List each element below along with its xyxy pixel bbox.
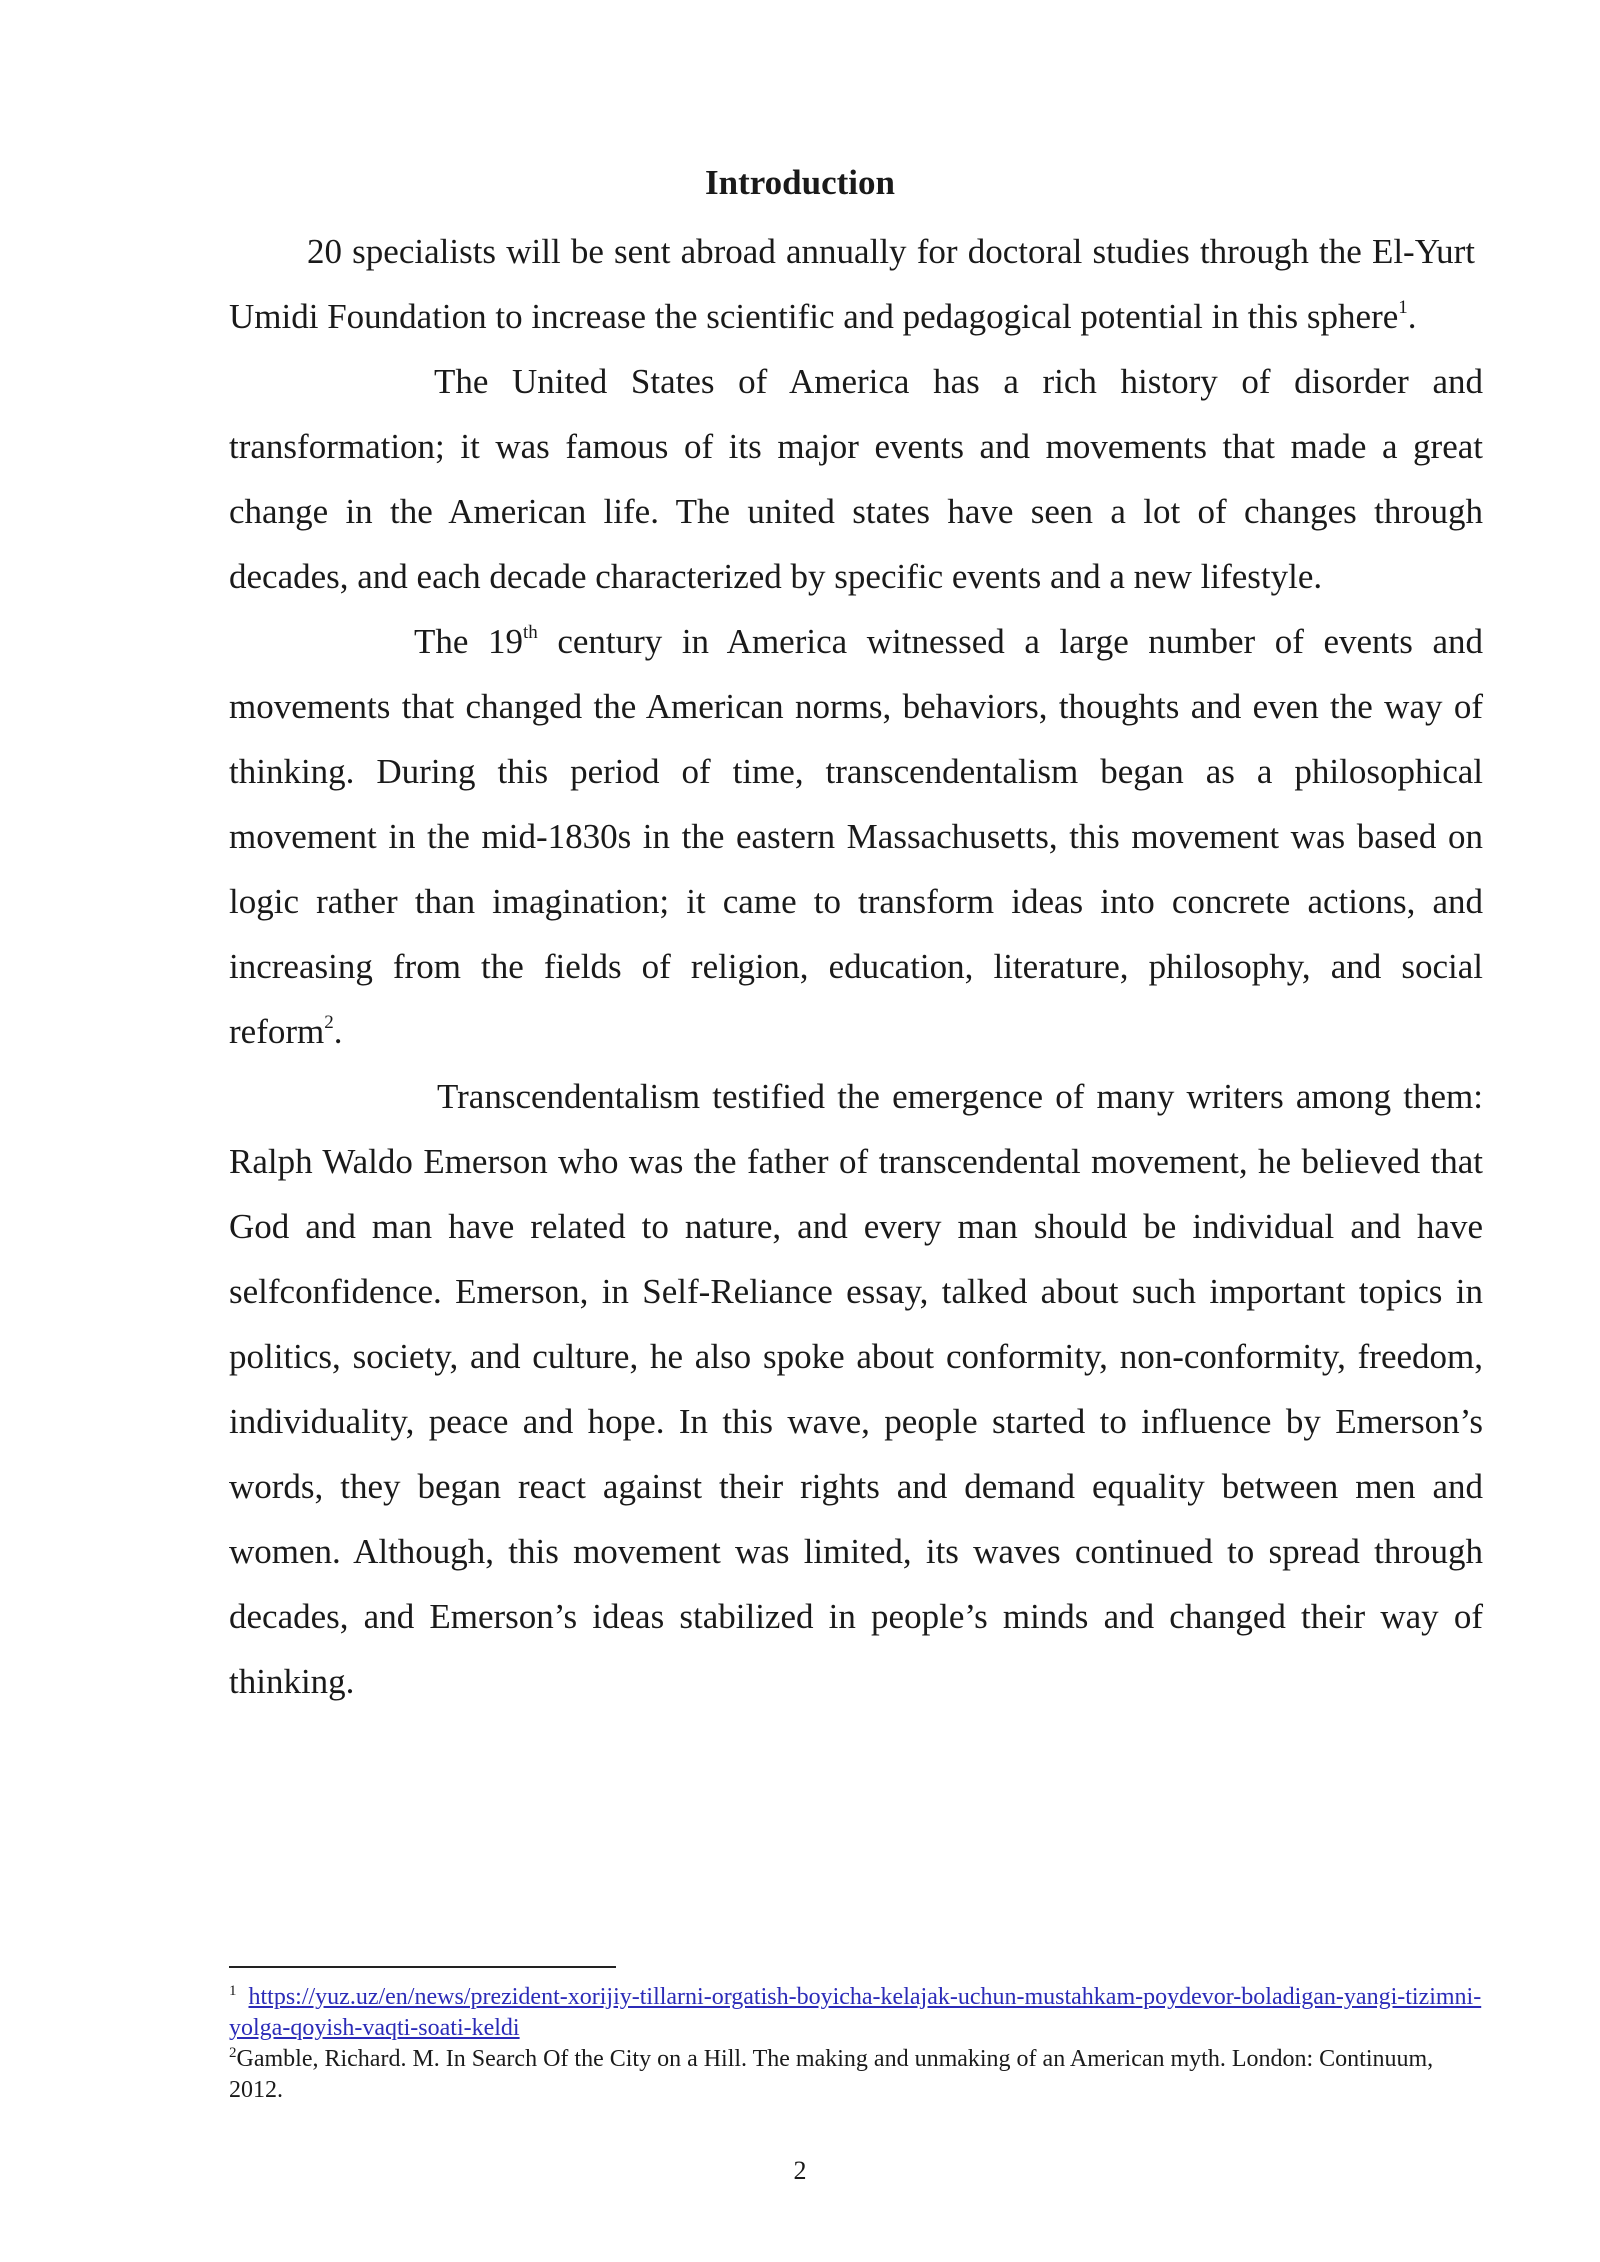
footnote-ref-1[interactable]: 1 xyxy=(1398,297,1408,318)
paragraph-3-tail: . xyxy=(333,1012,343,1051)
paragraph-1-tail: . xyxy=(1407,297,1417,336)
paragraph-2 xyxy=(229,349,1483,609)
paragraph-3-lead: The 19 xyxy=(414,622,523,661)
page-number: 2 xyxy=(793,2156,807,2185)
paragraph-2-text: The United States of America has a rich history of disorder and transformation; it was famous of its major events and movements that made a great change in the American life. The united states have seen a lot of changes through decades, and each decade characterized by specific events and a new lifestyle. xyxy=(229,362,1483,596)
page-title: Introduction xyxy=(705,163,895,202)
footnote-2-text: Gamble, Richard. M. In Search Of the City on a Hill. The making and unmaking of an American myth. London: Continuum, 2012. xyxy=(229,2046,1434,2103)
paragraph-1 xyxy=(229,219,1475,349)
paragraph-4 xyxy=(229,1064,1483,1714)
paragraph-3-text: century in America witnessed a large number of events and movements that changed the American norms, behaviors, thoughts and even the way of thinking. During this period of time, transcendentalism began as a philosophical movement in the mid-1830s in the eastern Massachusetts, this movement was based on logic rather than imagination; it came to transform ideas into concrete actions, and increasing from the fields of religion, education, literature, philosophy, and social reform xyxy=(229,622,1483,1051)
ordinal-superscript: th xyxy=(522,622,538,643)
body-text xyxy=(229,219,1483,1714)
footnotes xyxy=(229,1982,1483,2106)
footnote-1-marker: 1 xyxy=(229,1983,237,1999)
paragraph-4-text: Transcendentalism testified the emergence of many writers among them: Ralph Waldo Emerson who was the father of transcendental movement, he believed that God and man have related to nature, and every man should be individual and have selfconfidence. Emerson, in Self-Reliance essay, talked about such important topics in politics, society, and culture, he also spoke about conformity, non-conformity, freedom, individuality, peace and hope. In this wave, people started to influence by Emerson’s words, they began react against their rights and demand equality between men and women. Although, this movement was limited, its waves continued to spread through decades, and Emerson’s ideas stabilized in people’s minds and changed their way of thinking. xyxy=(229,1077,1483,1701)
footnote-ref-2[interactable]: 2 xyxy=(324,1012,334,1033)
footnote-1-link[interactable]: https://yuz.uz/en/news/prezident-xorijiy-tillarni-orgatish-boyicha-kelajak-uchun-mustahkam-poydevor-boladigan-yangi-tizimni-yolga-qoyish-vaqti-soati-keldi xyxy=(229,1984,1482,2041)
footnote-2 xyxy=(229,2044,1483,2106)
footnote-2-marker: 2 xyxy=(229,2045,237,2061)
paragraph-3 xyxy=(229,609,1483,1064)
footnote-1 xyxy=(229,1982,1483,2044)
footnote-separator xyxy=(229,1966,616,1968)
paragraph-1-text: 20 specialists will be sent abroad annually for doctoral studies through the El-Yurt Umidi Foundation to increase the scientific and pedagogical potential in this sphere xyxy=(229,232,1475,336)
